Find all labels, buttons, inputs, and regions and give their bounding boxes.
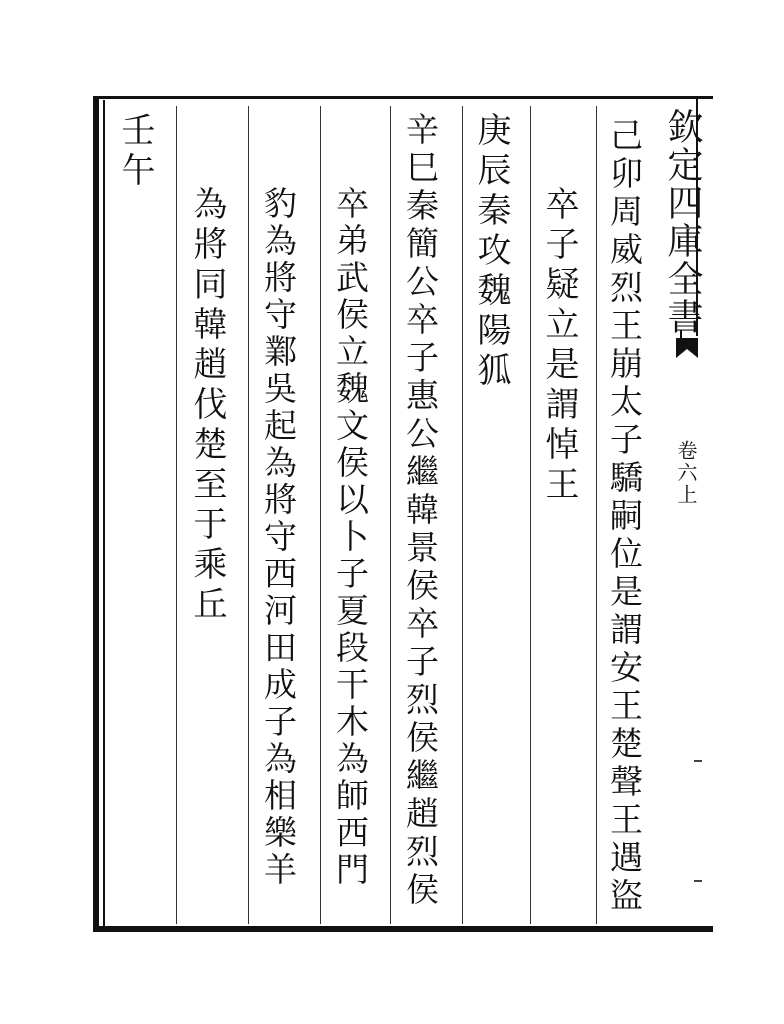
- column-rule: [596, 106, 597, 924]
- text-column-3: 庚辰秦攻魏陽狐: [471, 112, 511, 392]
- column-rule: [462, 106, 463, 924]
- column-rule: [248, 106, 249, 924]
- text-column-4: 辛巳秦簡公卒子惠公繼韓景侯卒子烈侯繼趙烈侯: [401, 112, 440, 910]
- text-column-6: 豹為將守鄴吳起為將守西河田成子為相樂羊: [259, 186, 298, 889]
- text-column-8: 壬午: [115, 112, 155, 192]
- text-column-1: 己卯周威烈王崩太子驕嗣位是謂安王楚聲王遇盜: [605, 118, 644, 916]
- book-title: 欽定四庫全書: [662, 108, 703, 336]
- fold-tick: [694, 880, 702, 882]
- column-rule: [390, 106, 391, 924]
- column-rule: [530, 106, 531, 924]
- column-rule: [320, 106, 321, 924]
- juan-label: 卷六上: [674, 440, 698, 506]
- text-column-7: 為將同韓趙伐楚至于乘丘: [187, 186, 227, 626]
- text-column-5: 卒弟武侯立魏文侯以卜子夏段干木為師西門: [331, 186, 370, 889]
- text-column-2: 卒子疑立是謂悼王: [539, 186, 579, 506]
- frame-inner-border: [103, 100, 105, 926]
- column-rule: [176, 106, 177, 924]
- fold-tick: [694, 760, 702, 762]
